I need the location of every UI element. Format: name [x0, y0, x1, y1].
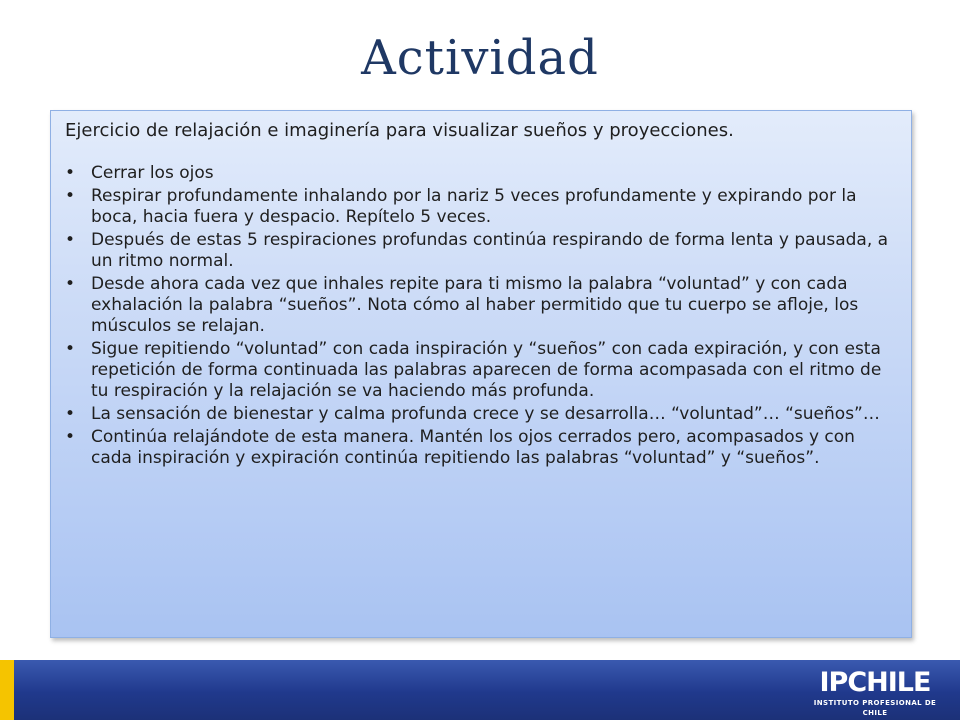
- bullet-item: [65, 274, 897, 337]
- content-box: [50, 110, 912, 638]
- bullet-text: Respirar profundamente inhalando por la nariz 5 veces profundamente y expirando por la boca, hacia fuera y despacio. Repítelo 5 veces.: [91, 186, 857, 227]
- logo-tagline: INSTITUTO PROFESIONAL DE CHILE: [813, 699, 937, 717]
- bullet-icon: •: [65, 404, 76, 424]
- bullet-icon: •: [65, 186, 76, 206]
- bullet-list: [65, 163, 897, 469]
- bullet-text: La sensación de bienestar y calma profunda crece y se desarrolla… “voluntad”… “sueños”…: [91, 404, 880, 424]
- bullet-icon: •: [65, 230, 76, 250]
- bullet-icon: •: [65, 339, 76, 359]
- bullet-text: Sigue repitiendo “voluntad” con cada inspiración y “sueños” con cada expiración, y con esta repetición de forma continuada las palabras aparecen de forma acompasada con el ritmo de tu respiración y la relajación se va haciendo más profunda.: [91, 339, 882, 401]
- bullet-item: [65, 427, 897, 469]
- bullet-text: Desde ahora cada vez que inhales repite para ti mismo la palabra “voluntad” y con cada exhalación la palabra “sueños”. Nota cómo al haber permitido que tu cuerpo se afloje, los músculos se relajan.: [91, 274, 859, 336]
- bullet-icon: •: [65, 427, 76, 447]
- bullet-icon: •: [65, 163, 76, 183]
- slide-title: Actividad: [361, 30, 599, 86]
- footer-accent-stripe: [0, 660, 14, 720]
- bullet-text: Continúa relajándote de esta manera. Mantén los ojos cerrados pero, acompasados y con cada inspiración y expiración continúa repitiendo las palabras “voluntad” y “sueños”.: [91, 427, 855, 468]
- bullet-item: [65, 230, 897, 272]
- bullet-text: Después de estas 5 respiraciones profundas continúa respirando de forma lenta y pausada, a un ritmo normal.: [91, 230, 889, 271]
- bullet-text: Cerrar los ojos: [91, 163, 214, 183]
- bullet-item: [65, 163, 897, 184]
- bullet-item: [65, 186, 897, 228]
- bullet-item: [65, 339, 897, 402]
- intro-text: Ejercicio de relajación e imaginería para visualizar sueños y proyecciones.: [65, 120, 734, 141]
- bullet-icon: •: [65, 274, 76, 294]
- ipchile-logo: [810, 668, 940, 718]
- logo-wordmark: IPCHILE: [819, 667, 931, 698]
- bullet-item: [65, 404, 897, 425]
